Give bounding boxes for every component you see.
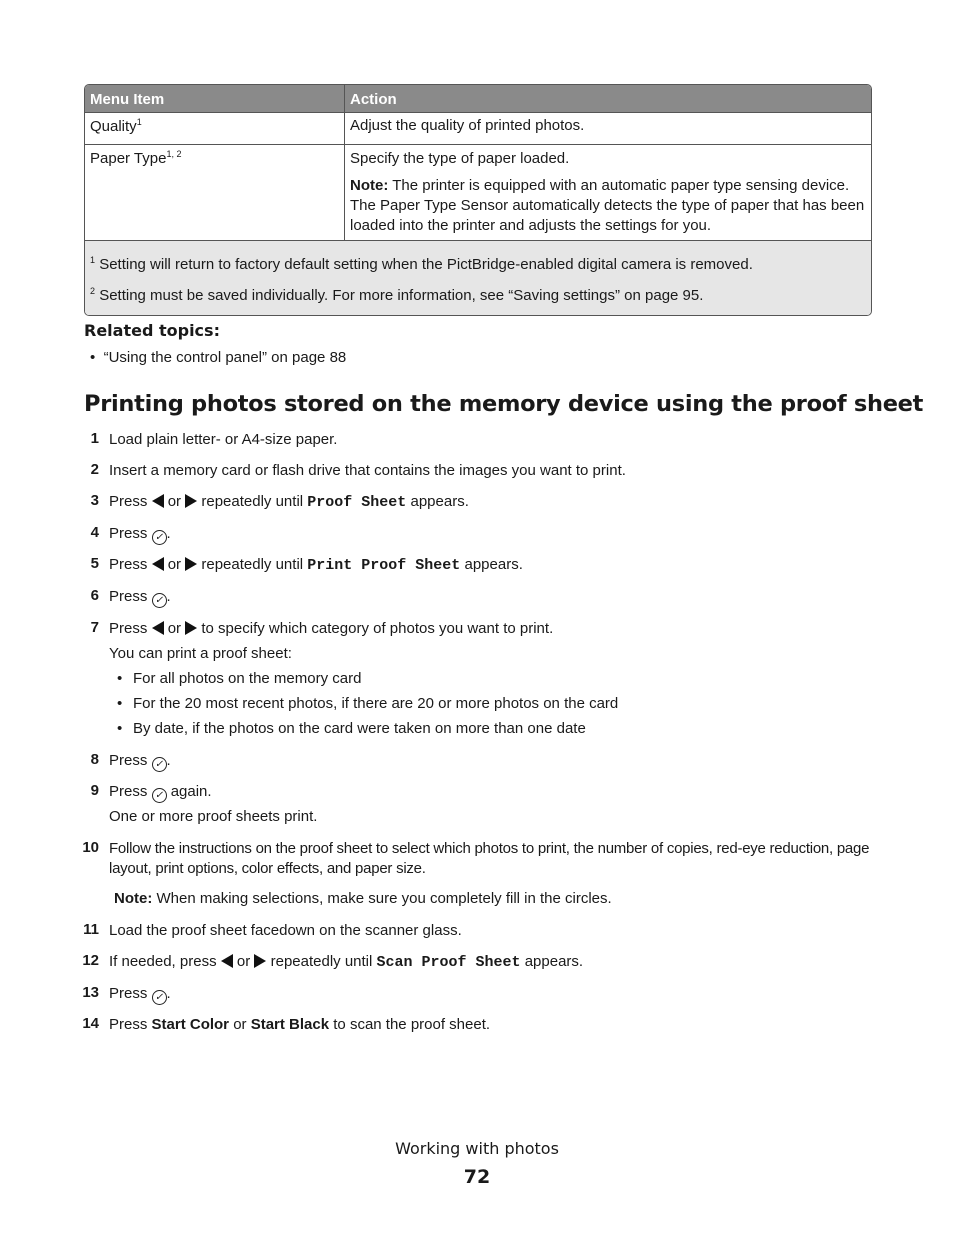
step-number: 7 — [90, 619, 99, 636]
step-text — [109, 492, 871, 513]
until-word: repeatedly until — [201, 493, 304, 510]
footnote-text: Setting will return to factory default setting when the PictBridge-enabled digital camera is removed. — [99, 256, 753, 273]
footer-section: Working with photos — [395, 1139, 559, 1158]
start-black-label: Start Black — [250, 1016, 330, 1033]
again-word: again. — [170, 783, 212, 800]
item-label: Quality — [90, 118, 137, 135]
step-number: 6 — [90, 587, 99, 604]
right-arrow-icon — [254, 954, 266, 968]
list-item: • For all photos on the memory card — [133, 670, 361, 687]
right-arrow-icon — [185, 621, 197, 635]
footnote-ref: 1 — [136, 117, 142, 127]
step-number: 10 — [82, 839, 99, 856]
step-text: Insert a memory card or flash drive that contains the images you want to print. — [109, 462, 626, 479]
footnote-mark: 1 — [90, 255, 96, 265]
press-word: Press — [109, 525, 148, 542]
step-number: 9 — [90, 782, 99, 799]
step-text: Press ✓ . — [109, 985, 171, 1003]
step-7-sub: You can print a proof sheet: — [109, 645, 292, 662]
select-button-icon: ✓ — [152, 990, 167, 1005]
or-word: or — [167, 620, 182, 637]
press-word: Press — [109, 556, 148, 573]
footnote-mark: 2 — [90, 286, 96, 296]
step-text: Press ✓ . — [109, 752, 171, 770]
cell-action: Adjust the quality of printed photos. — [350, 117, 585, 134]
related-topics-heading: Related topics: — [84, 321, 220, 340]
note-text: When making selections, make sure you completely fill in the circles. — [156, 890, 612, 907]
step-9-sub: One or more proof sheets print. — [109, 808, 318, 825]
related-link-text[interactable]: “Using the control panel” on page 88 — [103, 349, 347, 366]
step-number: 14 — [82, 1015, 99, 1032]
select-button-icon: ✓ — [152, 757, 167, 772]
press-word: Press — [109, 985, 148, 1002]
table-row — [85, 145, 871, 241]
table-row — [85, 113, 871, 145]
left-arrow-icon — [221, 954, 233, 968]
left-arrow-icon — [152, 557, 164, 571]
appears-word: appears. — [524, 953, 584, 970]
step-number: 5 — [90, 555, 99, 572]
step-text: Load the proof sheet facedown on the scanner glass. — [109, 922, 462, 939]
note-label: Note: — [114, 890, 153, 907]
header-action: Action — [350, 91, 397, 108]
footnote-text: Setting must be saved individually. For more information, see “Saving settings” on page 95. — [99, 287, 704, 304]
step-lead: If needed, press — [109, 953, 217, 970]
press-word: Press — [109, 783, 148, 800]
step-text — [109, 952, 871, 973]
note — [350, 176, 866, 236]
appears-word: appears. — [464, 556, 523, 573]
step-text: Press ✓ . — [109, 525, 171, 543]
step-number: 8 — [90, 751, 99, 768]
item-label: Paper Type — [90, 150, 167, 167]
action-text: Specify the type of paper loaded. — [350, 150, 570, 167]
display-text: Proof Sheet — [307, 494, 407, 511]
press-word: Press — [109, 1016, 148, 1033]
select-button-icon: ✓ — [152, 788, 167, 803]
step-text — [109, 619, 871, 639]
step-number: 4 — [90, 524, 99, 541]
step-text: Follow the instructions on the proof sheet to select which photos to print, the number of copies, red-eye reduction, page layout, print options, color effects, and paper size. — [109, 840, 870, 877]
left-arrow-icon — [152, 494, 164, 508]
list-item: • For the 20 most recent photos, if there are 20 or more photos on the card — [133, 695, 618, 712]
menu-table — [84, 84, 872, 316]
table-header — [85, 85, 871, 113]
press-word: Press — [109, 493, 148, 510]
cell-item — [85, 145, 345, 240]
table-footnotes — [85, 241, 871, 315]
appears-word: appears. — [410, 493, 469, 510]
note-text: The printer is equipped with an automatic paper type sensing device. The Paper Type Sensor automatically detects the type of paper that has been loaded into the printer and adjusts the settings for you. — [350, 177, 865, 234]
cell-item — [85, 113, 345, 144]
related-link[interactable]: • “Using the control panel” on page 88 — [90, 349, 347, 366]
until-word: repeatedly until — [201, 556, 304, 573]
press-word: Press — [109, 588, 148, 605]
right-arrow-icon — [185, 557, 197, 571]
step-number: 13 — [82, 984, 99, 1001]
footnote — [90, 278, 866, 309]
cell-action — [345, 145, 871, 240]
display-text: Print Proof Sheet — [307, 557, 461, 574]
section-title: Printing photos stored on the memory device using the proof sheet — [84, 391, 924, 417]
list-item: • By date, if the photos on the card were taken on more than one date — [133, 720, 586, 737]
select-button-icon: ✓ — [152, 593, 167, 608]
display-text: Scan Proof Sheet — [376, 954, 521, 971]
until-word: repeatedly until — [270, 953, 373, 970]
select-button-icon: ✓ — [152, 530, 167, 545]
footnote-ref: 1, 2 — [166, 149, 182, 159]
header-menu-item: Menu Item — [85, 85, 345, 112]
start-color-label: Start Color — [151, 1016, 230, 1033]
left-arrow-icon — [152, 621, 164, 635]
footnote — [90, 247, 866, 278]
press-word: Press — [109, 752, 148, 769]
step-text — [109, 1015, 871, 1035]
step-tail: to scan the proof sheet. — [333, 1016, 491, 1033]
step-text — [109, 782, 871, 803]
step-text — [109, 555, 871, 576]
page-number: 72 — [463, 1166, 491, 1188]
step-tail: to specify which category of photos you want to print. — [201, 620, 554, 637]
press-word: Press — [109, 620, 148, 637]
step-number: 12 — [82, 952, 99, 969]
step-10-note — [114, 890, 612, 907]
step-number: 2 — [90, 461, 99, 478]
step-number: 1 — [90, 430, 99, 447]
note-label: Note: — [350, 177, 389, 194]
step-number: 11 — [83, 921, 99, 938]
or-word: or — [236, 953, 251, 970]
step-text: Press ✓ . — [109, 588, 171, 606]
or-word: or — [233, 1016, 247, 1033]
or-word: or — [167, 556, 182, 573]
or-word: or — [167, 493, 182, 510]
right-arrow-icon — [185, 494, 197, 508]
step-number: 3 — [90, 492, 99, 509]
step-text: Load plain letter- or A4-size paper. — [109, 431, 338, 448]
